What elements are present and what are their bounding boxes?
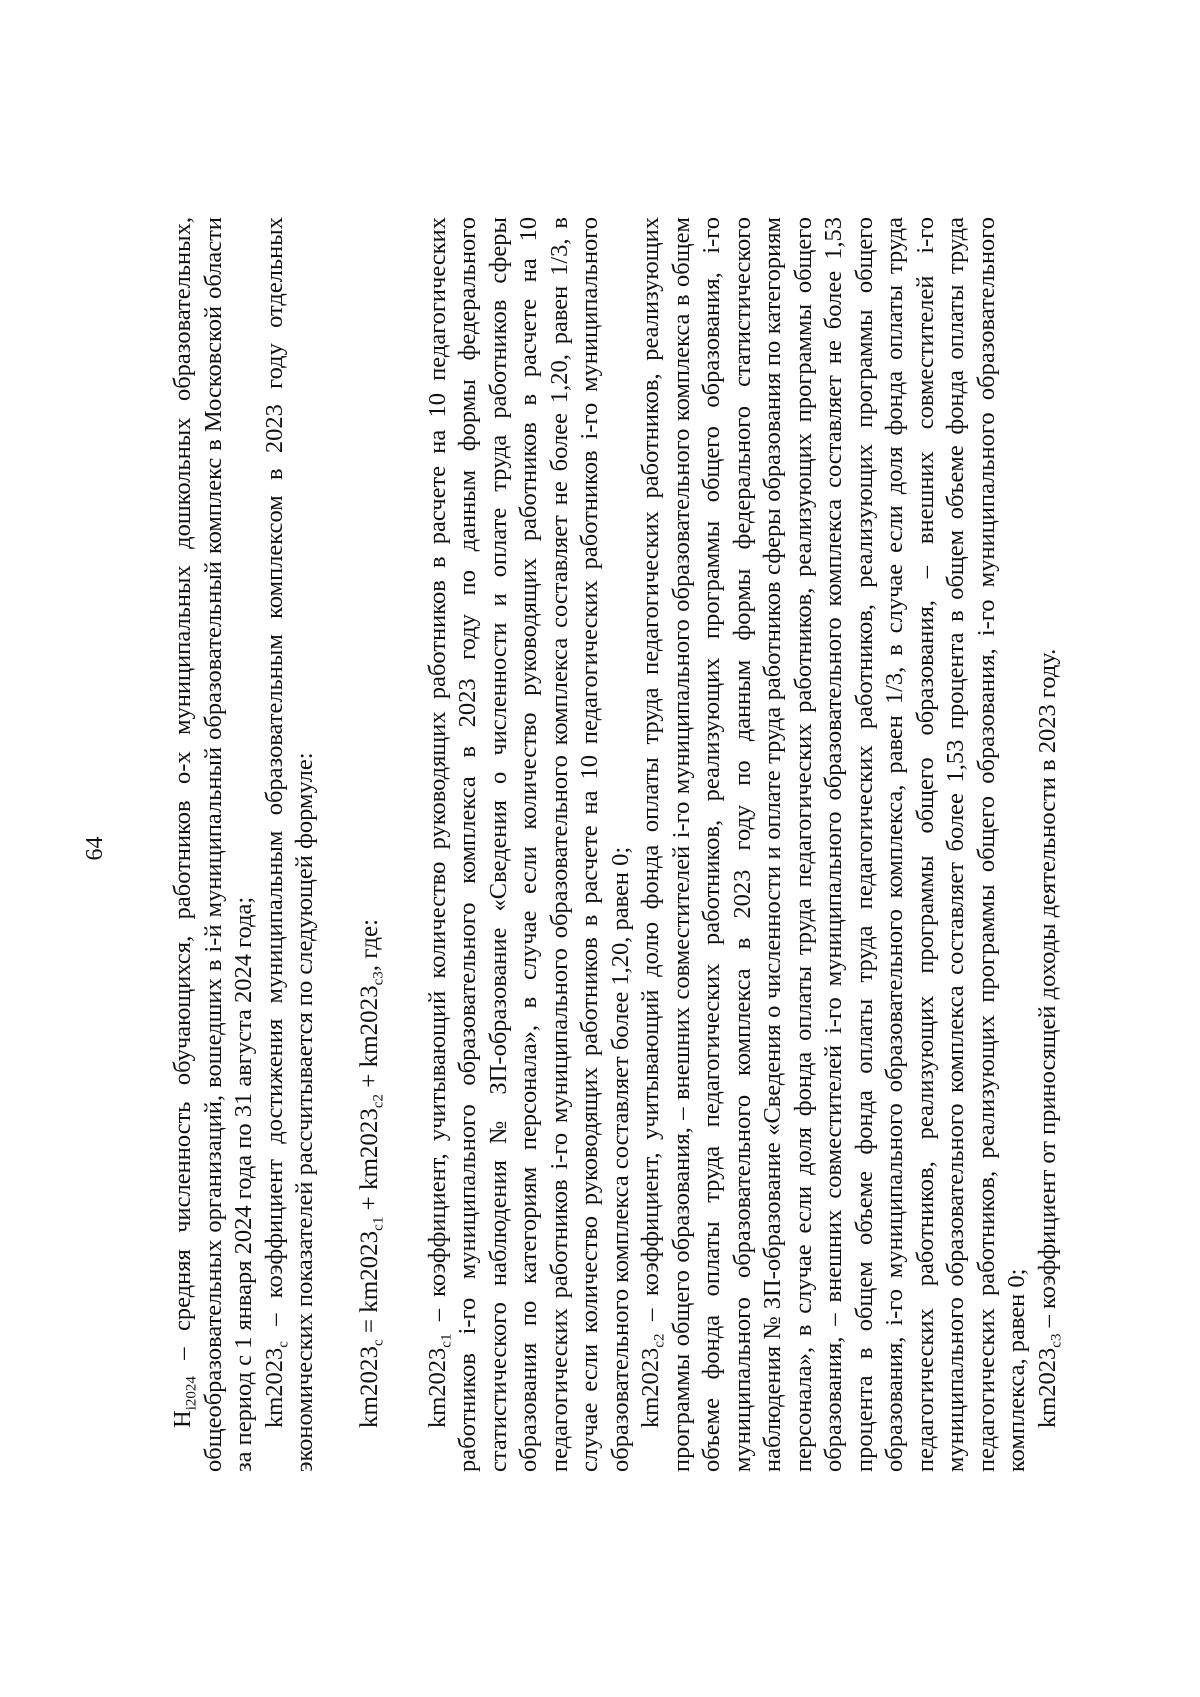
symbol-n-subscript: i2024 xyxy=(183,1376,200,1411)
symbol-c1: km2023 xyxy=(423,1347,451,1428)
symbol-n: Н xyxy=(169,1410,196,1428)
symbol-c3-subscript: с3 xyxy=(1047,1333,1064,1348)
paragraph-c1-text: – коэффициент, учитывающий количество руководящих работников в расчете на 10 педагогических работников i-го муниципального образовательного комплекса в 2023 году по данным формы федерального статистического наблюдения № ЗП-образование «Сведения о численности и оплате труда работников сферы образования по категориям персонала», в случае если количество руководящих работников в расчете на 10 педагогических работников i-го муниципального образовательного комплекса составляет не более 1,20, равен 1/3, в случае если количество руководящих работников в расчете на 10 педагогических работников i-го муниципального образовательного комплекса составляет более 1,20, равен 0; xyxy=(423,217,634,1472)
page-number: 64 xyxy=(82,836,108,861)
paragraph-c3-definition xyxy=(1033,217,1064,1472)
symbol-c1-subscript: с1 xyxy=(437,1333,454,1348)
formula: $km2023_с = km2023_{с1} + km2023_{с2} + km2023_{с3}$, где: xyxy=(355,918,386,1428)
symbol-km-subscript: с xyxy=(274,1341,291,1348)
symbol-c3: km2023 xyxy=(1033,1347,1061,1428)
paragraph-c2-definition xyxy=(636,217,1033,1472)
symbol-c2-subscript: с2 xyxy=(651,1333,668,1348)
paragraph-km-text: – коэффициент достижения муниципальным образовательным комплексом в 2023 году отдельных экономических показателей рассчитывается по следующей формуле: xyxy=(260,217,318,1472)
paragraph-c2-text: – коэффициент, учитывающий долю фонда оплаты труда педагогических работников, реализующих программы общего образования, – внешних совместителей i-го муниципального образовательного комплекса в общем объеме фонда оплаты труда педагогических работников, реализующих программы общего образования, i-го муниципального образовательного комплекса в 2023 году по данным формы федерального статистического наблюдения № ЗП-образование «Сведения о численности и оплате труда работников сферы образования по категориям персонала», в случае если доля фонда оплаты труда педагогических работников, реализующих программы общего образования, – внешних совместителей i-го муниципального образовательного комплекса составляет не более 1,53 процента в общем объеме фонда оплаты труда педагогических работников, реализующих программы общего образования, i-го муниципального образовательного комплекса, равен 1/3, в случае если доля фонда оплаты труда педагогических работников, реализующих программы общего образования, – внешних совместителей i-го муниципального образовательного комплекса составляет более 1,53 процента в общем объеме фонда оплаты труда педагогических работников, реализующих программы общего образования, i-го муниципального образовательного комплекса, равен 0; xyxy=(637,217,1030,1472)
paragraph-km-definition xyxy=(260,217,321,1472)
symbol-c2: km2023 xyxy=(637,1347,664,1428)
paragraph-n-text: – средняя численность обучающихся, работников о-х муниципальных дошкольных образовательных, общеобразовательных организаций, вошедших в i-й муниципальный образовательный комплекс в Московской области за период с 1 января 2024 года по 31 августа 2024 года; xyxy=(169,217,257,1472)
paragraph-c1-definition xyxy=(423,217,637,1472)
paragraph-c3-text: – коэффициент от приносящей доходы деятельности в 2023 году. xyxy=(1033,648,1061,1334)
document-body xyxy=(168,217,1063,1472)
symbol-km: km2023 xyxy=(260,1347,288,1428)
paragraph-n-definition xyxy=(168,217,260,1472)
